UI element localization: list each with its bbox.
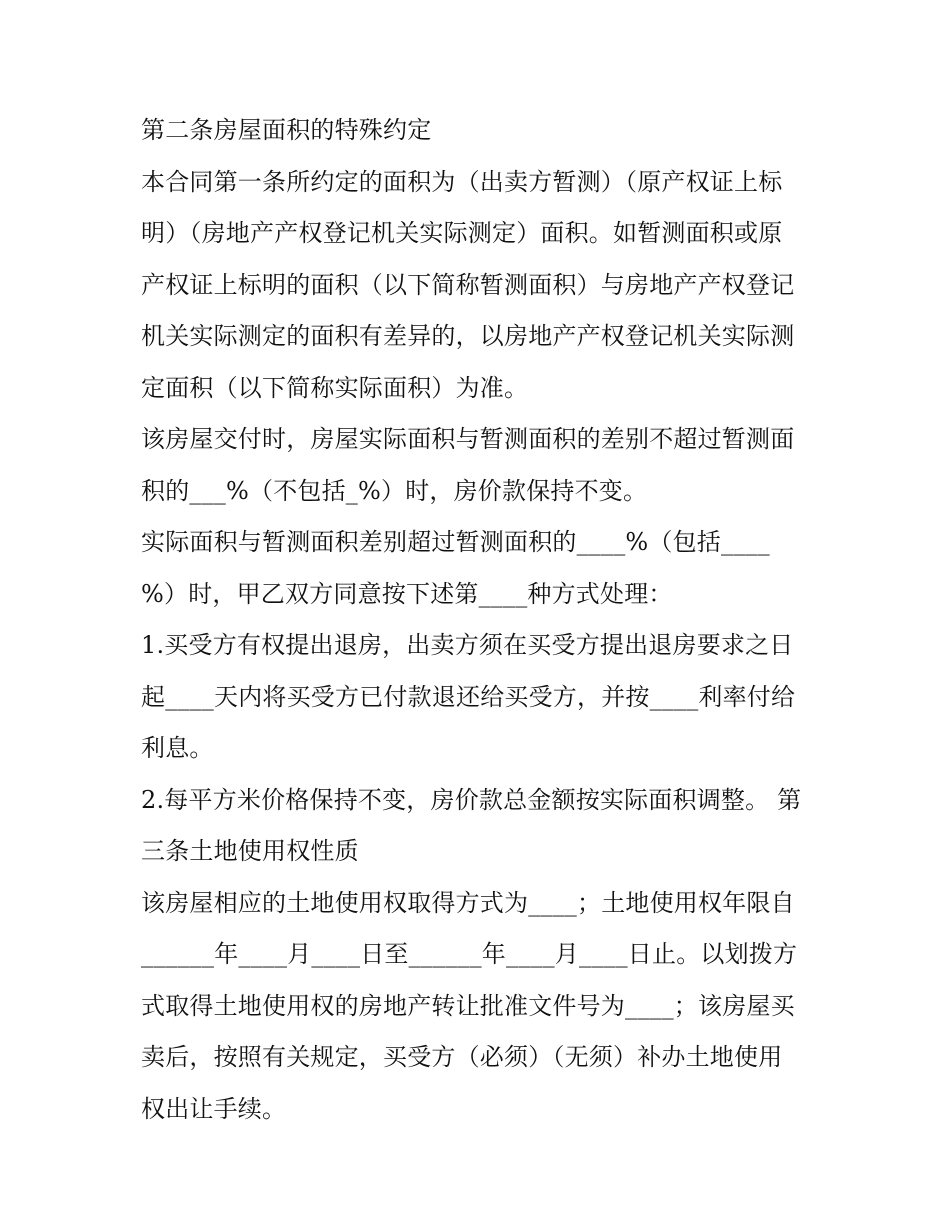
text-line: 该房屋交付时，房屋实际面积与暂测面积的差别不超过暂测面 xyxy=(141,425,795,453)
text-line: 机关实际测定的面积有差异的，以房地产产权登记机关实际测 xyxy=(141,322,795,350)
text-line: 积的___%（不包括_%）时，房价款保持不变。 xyxy=(141,476,648,505)
text-line: 产权证上标明的面积（以下简称暂测面积）与房地产产权登记 xyxy=(141,270,795,299)
text-line: 式取得土地使用权的房地产转让批准文件号为____；该房屋买 xyxy=(141,991,795,1020)
text-line: 该房屋相应的土地使用权取得方式为____；土地使用权年限自 xyxy=(141,888,795,917)
text-line: 2.每平方米价格保持不变，房价款总金额按实际面积调整。 第 xyxy=(141,785,802,814)
text-line: %）时，甲乙双方同意按下述第____种方式处理： xyxy=(141,579,673,608)
text-line: 本合同第一条所约定的面积为（出卖方暂测）（原产权证上标 xyxy=(141,167,783,196)
text-line: 1.买受方有权提出退房，出卖方须在买受方提出退房要求之日 xyxy=(141,631,794,659)
text-line: 起____天内将买受方已付款退还给买受方，并按____利率付给 xyxy=(141,682,796,711)
text-line: 实际面积与暂测面积差别超过暂测面积的____%（包括____ xyxy=(141,528,770,556)
text-line: ______年____月____日至______年____月____日止。以划拨方 xyxy=(141,940,798,968)
contract-text xyxy=(141,110,821,1140)
text-line: 三条土地使用权性质 xyxy=(141,837,359,865)
text-line: 权出让手续。 xyxy=(141,1094,287,1123)
text-line: 定面积（以下简称实际面积）为准。 xyxy=(141,373,529,402)
text-line: 卖后，按照有关规定，买受方（必须）（无须）补办土地使用 xyxy=(141,1043,783,1071)
text-line: 明）（房地产产权登记机关实际测定）面积。如暂测面积或原 xyxy=(141,219,783,247)
heading-article-2: 第二条房屋面积的特殊约定 xyxy=(141,116,432,144)
text-line: 利息。 xyxy=(141,734,214,762)
